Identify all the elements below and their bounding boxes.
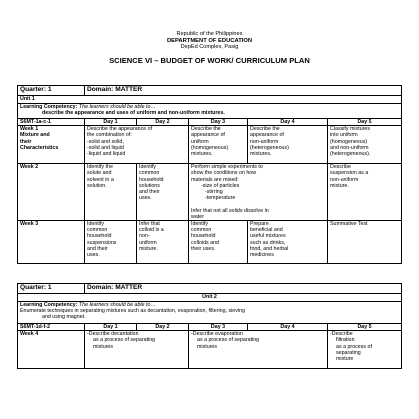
- lesson-line: separating: [336, 349, 361, 356]
- lesson-cell: [189, 331, 328, 369]
- country-line: Republic of the Philippines: [176, 31, 243, 37]
- lesson-line: Infer that: [139, 221, 160, 228]
- week-label: Week 3: [18, 221, 85, 264]
- lesson-cell: [328, 126, 402, 164]
- lesson-line: Perform simple experiments to: [191, 164, 263, 171]
- lesson-line: uniform: [139, 239, 157, 246]
- lesson-line: into uniform: [330, 132, 358, 139]
- lesson-cell: [189, 221, 248, 264]
- competency-code: S6MT-1a-c-1: [18, 119, 85, 126]
- lesson-line: Identify the: [87, 164, 113, 171]
- table-row: [18, 221, 402, 264]
- lesson-line: -size of particles: [201, 182, 240, 189]
- lesson-line: solution.: [87, 182, 107, 189]
- week-label-line: Characteristics: [20, 144, 59, 151]
- lesson-cell: [328, 331, 402, 369]
- lesson-line: appearance of: [191, 132, 225, 139]
- week-label: Week 2: [18, 164, 85, 221]
- lesson-line: solvent in a: [87, 176, 114, 183]
- lc-text: and using magnet.: [42, 314, 86, 321]
- week-label-line: their: [20, 138, 32, 145]
- lesson-line: Infer that not all solids dissolve in: [191, 207, 269, 214]
- lesson-cell: [189, 164, 328, 221]
- lesson-cell: [85, 126, 189, 164]
- lesson-line: solute and: [87, 170, 112, 177]
- lesson-line: non-uniform: [250, 138, 279, 145]
- lesson-line: uniform: [191, 138, 209, 145]
- competency-code: S6MT-1d-f-2: [18, 324, 85, 331]
- lesson-line: useful mixtures: [250, 233, 286, 240]
- lesson-cell: [248, 221, 328, 264]
- lesson-line: mixtures.: [250, 151, 272, 158]
- day-header: Day 5: [328, 324, 402, 331]
- lc-text: describe the appearance and uses of uniform and non-uniform mixtures.: [42, 110, 225, 117]
- lesson-cell: [328, 164, 402, 221]
- address-line: DepEd Complex, Pasig: [180, 44, 239, 51]
- lesson-line: (homogeneous): [330, 138, 368, 145]
- lesson-line: -stirring: [205, 189, 223, 196]
- lesson-line: and their: [139, 189, 160, 196]
- lesson-cell: [85, 221, 137, 264]
- lesson-line: Describe the: [191, 126, 221, 133]
- day-header: Day 4: [248, 324, 328, 331]
- day-header: Day 1: [85, 324, 137, 331]
- lesson-line: show the conditions on how: [191, 170, 257, 177]
- lesson-line: as a process of separating: [93, 337, 156, 344]
- quarter-cell: Quarter: 1: [18, 284, 85, 294]
- lesson-line: such as drinks,: [250, 239, 286, 246]
- day-header: Day 2: [137, 324, 189, 331]
- lesson-line: non-: [139, 233, 150, 240]
- week-label-line: Mixture and: [20, 132, 50, 139]
- lesson-line: water: [191, 213, 204, 220]
- unit-cell: Unit 2: [18, 294, 402, 302]
- lesson-line: the combination of:: [87, 132, 132, 139]
- lesson-line: as a process of: [336, 343, 372, 350]
- lesson-line: household: [139, 176, 164, 183]
- lesson-line: (heterogeneous).: [330, 151, 371, 158]
- lesson-line: Classify mixtures: [330, 126, 371, 133]
- lesson-line: colloid is a: [139, 227, 164, 234]
- lesson-line: (homogeneous): [191, 144, 229, 151]
- day-header: Day 3: [189, 119, 248, 126]
- lc-label: Learning Competency:: [20, 302, 78, 308]
- unit-cell: Unit 1: [18, 96, 402, 104]
- table-row: [18, 126, 402, 164]
- curriculum-table-unit-1: [17, 85, 402, 264]
- lesson-line: Identify: [191, 221, 209, 228]
- lesson-cell: [137, 164, 189, 221]
- lesson-line: Identify: [87, 221, 105, 228]
- day-header: Day 5: [328, 119, 402, 126]
- lesson-line: -temperature: [205, 195, 236, 202]
- learning-competency-cell: [18, 302, 402, 324]
- lesson-line: -Describe decantation: [87, 331, 139, 338]
- lesson-line: Identify: [139, 164, 157, 171]
- lesson-line: Summative Test: [330, 221, 368, 228]
- lesson-line: food, and herbal: [250, 245, 289, 252]
- domain-cell: Domain: MATTER: [85, 86, 402, 96]
- lesson-line: -solid and solid,: [87, 138, 124, 145]
- quarter-cell: Quarter: 1: [18, 86, 85, 96]
- week-label: Week 4: [18, 331, 85, 369]
- document-title: SCIENCE VI – BUDGET OF WORK/ CURRICULUM PLAN: [109, 56, 310, 65]
- domain-cell: Domain: MATTER: [85, 284, 402, 294]
- lesson-line: -Describe evaporation: [191, 331, 243, 338]
- lesson-cell: [189, 126, 248, 164]
- lesson-line: and non-uniform: [330, 144, 369, 151]
- table-row: [18, 164, 402, 221]
- lesson-line: their uses.: [191, 245, 216, 252]
- lesson-line: beneficial and: [250, 227, 283, 234]
- lc-text: Enumerate techniques in separating mixtures such as decantation, evaporation, filtering, sieving: [20, 308, 245, 315]
- letterhead: [0, 32, 419, 51]
- lesson-line: -solid and liquid: [87, 144, 124, 151]
- lesson-cell: [137, 221, 189, 264]
- lc-label: Learning Competency:: [20, 104, 78, 110]
- lesson-line: appearance of: [250, 132, 284, 139]
- lesson-line: filtration: [336, 337, 355, 344]
- lesson-line: Describe the: [250, 126, 280, 133]
- lesson-line: mixtures: [93, 343, 114, 350]
- lesson-cell: [328, 221, 402, 264]
- curriculum-table-unit-2: [17, 283, 402, 369]
- lesson-line: mixture: [336, 356, 354, 363]
- day-header: Day 4: [248, 119, 328, 126]
- lesson-line: household: [87, 233, 112, 240]
- lesson-line: uses.: [139, 195, 152, 202]
- lesson-line: -Describe: [330, 331, 353, 338]
- lesson-line: suspensions: [87, 239, 117, 246]
- day-header: Day 2: [137, 119, 189, 126]
- department-line: DEPARTMENT OF EDUCATION: [166, 37, 253, 44]
- lesson-line: common: [191, 227, 212, 234]
- lesson-line: materials are mixed:: [191, 176, 239, 183]
- lesson-line: Describe: [330, 164, 351, 171]
- week-label: [18, 126, 85, 164]
- lesson-line: and their: [87, 245, 108, 252]
- lesson-cell: [85, 331, 189, 369]
- lesson-cell: [85, 164, 137, 221]
- day-header: Day 1: [85, 119, 137, 126]
- lesson-line: colloids and: [191, 239, 219, 246]
- lesson-line: mixture.: [139, 245, 158, 252]
- lesson-line: mixtures: [197, 343, 218, 350]
- lesson-cell: [248, 126, 328, 164]
- lesson-line: household: [191, 233, 216, 240]
- lesson-line: mixture.: [330, 182, 349, 189]
- lesson-line: common: [87, 227, 108, 234]
- lesson-line: non-uniform: [330, 176, 359, 183]
- lesson-line: solutions: [139, 182, 160, 189]
- lesson-line: Prepare: [250, 221, 269, 228]
- week-label-line: Week 1: [20, 126, 39, 133]
- lc-prompt: The learners should be able to…: [78, 302, 156, 308]
- lesson-line: -liquid and liquid: [87, 151, 126, 158]
- day-header: Day 3: [189, 324, 248, 331]
- lesson-line: (heterogeneous): [250, 144, 289, 151]
- lesson-line: Describe the appearance of: [87, 126, 153, 133]
- lesson-line: common: [139, 170, 160, 177]
- lesson-line: suspension as a: [330, 170, 369, 177]
- lesson-line: medicines: [250, 252, 274, 259]
- lesson-line: uses.: [87, 252, 100, 259]
- lesson-line: as a process of separating: [197, 337, 260, 344]
- lc-prompt: The learners should be able to…: [78, 104, 156, 110]
- table-row: [18, 331, 402, 369]
- lesson-line: mixtures.: [191, 151, 213, 158]
- learning-competency-cell: [18, 104, 402, 119]
